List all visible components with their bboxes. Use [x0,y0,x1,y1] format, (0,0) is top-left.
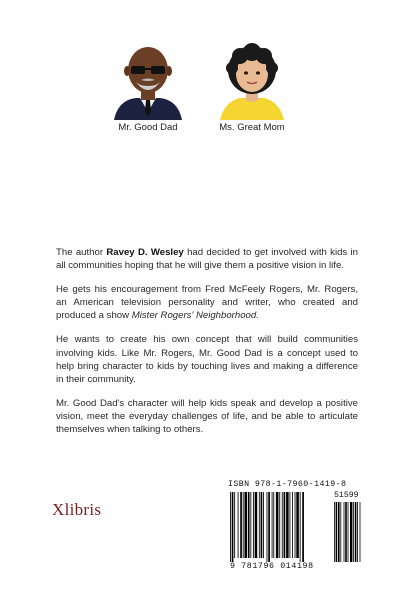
character-mr-good-dad [106,42,190,133]
barcode-bar [292,492,293,558]
barcode-bar [259,492,260,558]
blurb-paragraph-3: He wants to create his own concept that will build communities involving kids. Like Mr. Rogers, Mr. Good Dad is a concept used to help bring character to kids by touching lives and making a difference in their community. [56,334,358,385]
barcode-bar [253,492,254,558]
character-label: Ms. Great Mom [219,122,285,133]
barcode-bar [232,492,234,562]
barcode-addon-bar [357,502,358,562]
blurb-paragraph-4: Mr. Good Dad's character will help kids speak and develop a positive vision, meet the everyday challenges of life, and be able to articulate themselves when talking to others. [56,397,358,436]
barcode-bar [255,492,258,558]
isbn-text: ISBN 978-1-7960-1419-8 [228,480,347,489]
barcode-bar [300,492,301,562]
barcode-addon-bar [340,502,341,562]
blurb-paragraph-2: He gets his encouragement from Fred McFeely Rogers, Mr. Rogers, an American television personality and writer, who created and produced a show Mister Rogers' Neighborhood. [56,284,358,322]
isbn-barcode [222,478,372,576]
barcode-bar [282,492,283,558]
barcode-addon-bar [355,502,357,562]
barcode-addon-bar [350,502,352,562]
publisher-logo: Xlibris [52,500,102,519]
barcode-bar [238,492,239,558]
barcode-bar [230,492,231,562]
barcode-bar [240,492,242,558]
barcode-addon-bar [336,502,338,562]
ean-digits: 9 781796 014198 [230,562,314,571]
barcode-bar [268,492,270,562]
barcode-bars [222,478,372,574]
show-title: Mister Rogers' Neighborhood. [131,310,259,322]
barcode-bar [284,492,286,558]
barcode-addon-bar [344,502,345,562]
barcode-bar [276,492,279,558]
barcode-bar [263,492,264,558]
barcode-bar [250,492,251,558]
barcode-bar [279,492,280,558]
cover-blurb [56,246,358,447]
barcode-bar [244,492,247,558]
barcode-bar [290,492,291,558]
mom-illustration [210,42,294,120]
barcode-addon-bar [345,502,347,562]
barcode-addon-bar [353,502,354,562]
barcode-bar [234,492,235,558]
barcode-bar [248,492,250,558]
author-name: Ravey D. Wesley [106,247,184,258]
barcode-addon-number: 51599 [334,491,359,500]
barcode-addon-bar [360,502,361,562]
barcode-bar [302,492,304,562]
dad-illustration [106,42,190,120]
barcode-bar [296,492,299,558]
barcode-bar [243,492,244,558]
blurb-paragraph-1: The author Ravey D. Wesley had decided to get involved with kids in all communities hoping that he will give them a positive vision in life. [56,247,358,272]
barcode-addon-bar [334,502,335,562]
character-label: Mr. Good Dad [118,122,178,133]
barcode-bar [273,492,274,558]
barcode-bar [272,492,273,558]
barcode-bar [295,492,296,558]
barcode-bar [267,492,268,562]
barcode-bar [286,492,289,558]
barcode-bar [261,492,263,558]
barcode-addon-bar [348,502,349,562]
character-ms-great-mom [210,42,294,133]
barcode-addon-bar [338,502,340,562]
